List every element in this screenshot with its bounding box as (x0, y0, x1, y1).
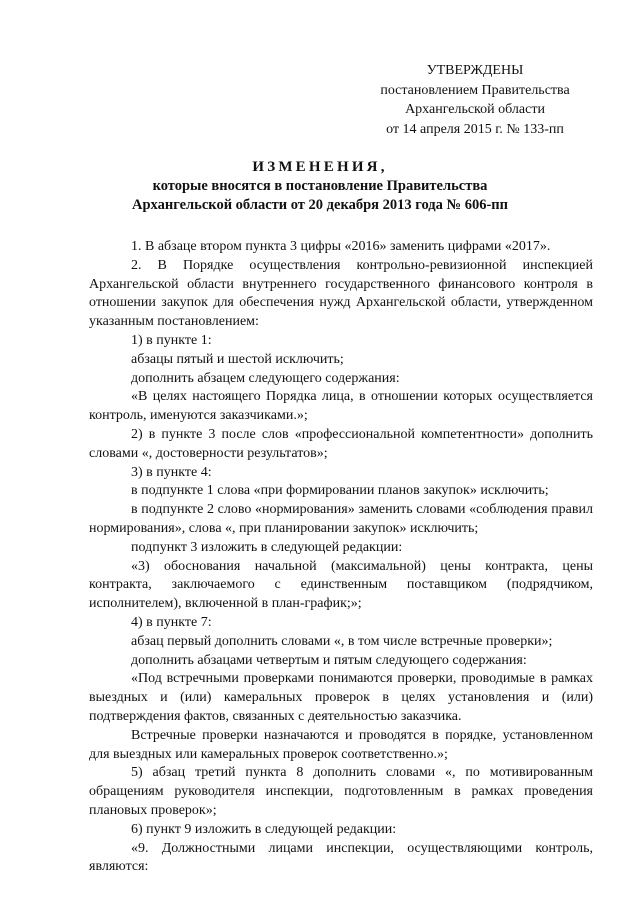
paragraph: 6) пункт 9 изложить в следующей редакции: (131, 821, 397, 837)
title-line: которые вносятся в постановление Правительства (152, 178, 488, 194)
approval-line: УТВЕРЖДЕНЫ (426, 63, 524, 78)
paragraph: в подпункте 1 слова «при формировании планов закупок» исключить; (131, 483, 549, 499)
paragraph: 3) в пункте 4: (131, 464, 212, 480)
paragraph: 1. В абзаце втором пункта 3 цифры «2016» заменить цифрами «2017». (131, 239, 551, 254)
paragraph: дополнить абзацами четвертым и пятым следующего содержания: (131, 652, 527, 668)
paragraph: абзац первый дополнить словами «, в том числе встречные проверки»; (131, 633, 553, 649)
paragraph: подпункт 3 изложить в следующей редакции: (131, 539, 403, 555)
title-line: Архангельской области от 20 декабря 2013 года № 606-пп (132, 197, 508, 213)
approval-line: Архангельской области (405, 102, 545, 117)
paragraph: «В целях настоящего Порядка лица, в отношении которых осуществляется контроль, именуются заказчиками.»; (89, 389, 593, 424)
paragraph: в подпункте 2 слово «нормирования» заменить словами «соблюдения правил нормирования», слова «, при планировании закупок» исключить; (89, 502, 593, 536)
paragraph: дополнить абзацем следующего содержания: (131, 370, 400, 386)
paragraph: Встречные проверки назначаются и проводятся в порядке, установленном для выездных или камеральных проверок соответственно.»; (89, 727, 593, 762)
paragraph: «Под встречными проверками понимаются проверки, проводимые в рамках выездных и (или) камеральных проверок в целях установления и (или) подтверждения фактов, связанных с деятельностью заказчика. (89, 671, 593, 724)
approval-line: постановлением Правительства (380, 82, 570, 98)
paragraph: 1) в пункте 1: (131, 332, 212, 348)
paragraph: 2. В Порядке осуществления контрольно-ревизионной инспекцией Архангельской области внутреннего государственного финансового контроля в отношении закупок для обеспечения нужд Архангельской области, утвержденном указанным постановлением: (89, 257, 593, 330)
approval-stamp (360, 61, 590, 139)
paragraph: 4) в пункте 7: (131, 614, 212, 630)
paragraph: «3) обоснования начальной (максимальной) цены контракта, цены контракта, заключаемого с единственным поставщиком (подрядчиком, исполнителем), включенной в план-график;»; (89, 558, 593, 612)
paragraph: 5) абзац третий пункта 8 дополнить словами «, по мотивированным обращениям руководителя инспекции, подготовленным в рамках проведения плановых проверок»; (89, 765, 593, 818)
paragraph: абзацы пятый и шестой исключить; (131, 351, 344, 367)
paragraph: 2) в пункте 3 после слов «профессиональной компетентности» дополнить словами «, достоверности результатов»; (89, 426, 593, 461)
title-heading: ИЗМЕНЕНИЯ, (252, 159, 388, 175)
paragraph: «9. Должностными лицами инспекции, осуществляющими контроль, являются: (89, 840, 593, 875)
document-body (89, 238, 593, 877)
approval-date-line: от 14 апреля 2015 г. № 133-пп (386, 121, 564, 137)
document-title (0, 158, 640, 215)
